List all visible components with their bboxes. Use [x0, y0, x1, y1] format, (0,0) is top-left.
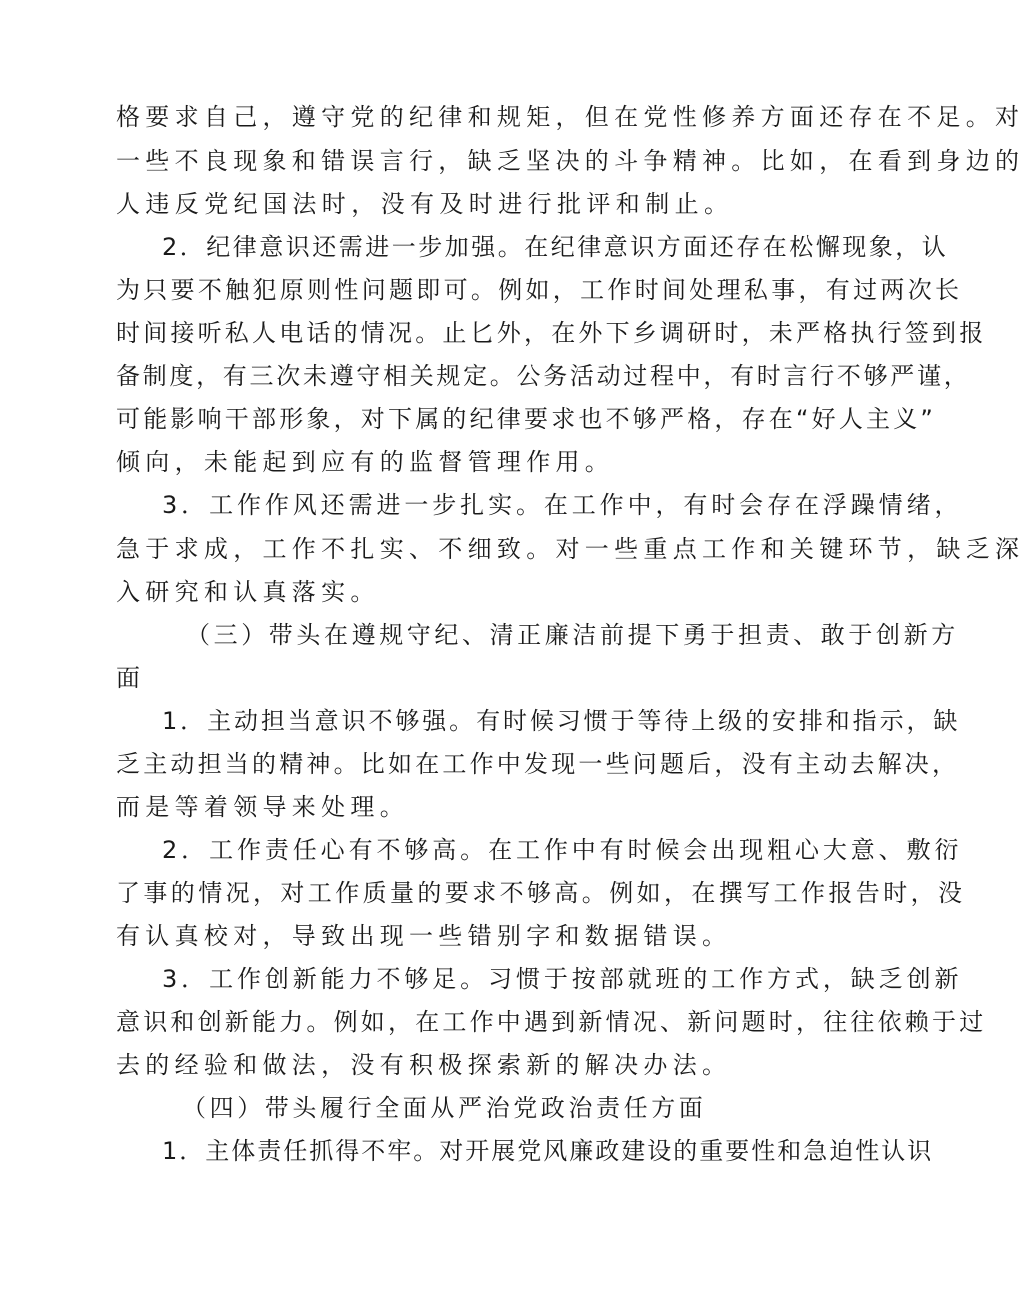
paragraph-line: 备制度，有三次未遵守相关规定。公务活动过程中，有时言行不够严谨， [116, 362, 971, 390]
paragraph-line: 了事的情况，对工作质量的要求不够高。例如，在撰写工作报告时，没 [116, 879, 966, 907]
paragraph-line: 有认真校对，导致出现一些错别字和数据错误。 [116, 922, 732, 950]
paragraph-line: 可能影响干部形象，对下属的纪律要求也不够严格，存在“好人主义” [116, 405, 937, 433]
paragraph-line: 格要求自己，遵守党的纪律和规矩，但在党性修养方面还存在不足。对 [116, 103, 1024, 131]
section-heading-line: （三）带头在遵规守纪、清正廉洁前提下勇于担责、敢于创新方 [186, 621, 959, 649]
list-item-line: 3．工作创新能力不够足。习惯于按部就班的工作方式，缺乏创新 [162, 965, 963, 993]
paragraph-line: 去的经验和做法，没有积极探索新的解决办法。 [116, 1051, 732, 1079]
paragraph-line: 急于求成，工作不扎实、不细致。对一些重点工作和关键环节，缺乏深 [116, 535, 1024, 563]
list-item-line: 1．主体责任抓得不牢。对开展党风廉政建设的重要性和急迫性认识 [162, 1137, 934, 1165]
paragraph-line: 一些不良现象和错误言行，缺乏坚决的斗争精神。比如，在看到身边的 [116, 147, 1024, 175]
paragraph-line: 时间接听私人电话的情况。止匕外，在外下乡调研时，未严格执行签到报 [116, 319, 987, 347]
paragraph-line: 乏主动担当的精神。比如在工作中发现一些问题后，没有主动去解决， [116, 750, 960, 778]
list-item-line: 2．纪律意识还需进一步加强。在纪律意识方面还存在松懈现象，认 [162, 233, 949, 261]
list-item-line: 1．主动担当意识不够强。有时候习惯于等待上级的安排和指示，缺 [162, 707, 961, 735]
paragraph-line: 意识和创新能力。例如，在工作中遇到新情况、新问题时，往往依赖于过 [116, 1008, 987, 1036]
paragraph-line: 而是等着领导来处理。 [116, 793, 409, 821]
paragraph-line: 人违反党纪国法时，没有及时进行批评和制止。 [116, 190, 734, 218]
paragraph-line: 入研究和认真落实。 [116, 578, 380, 606]
list-item-line: 3．工作作风还需进一步扎实。在工作中，有时会存在浮躁情绪， [162, 491, 963, 519]
section-heading-line: 面 [116, 664, 146, 692]
list-item-line: 2．工作责任心有不够高。在工作中有时候会出现粗心大意、敷衍 [162, 836, 963, 864]
paragraph-line: 为只要不触犯原则性问题即可。例如，工作时间处理私事，有过两次长 [116, 276, 963, 304]
section-heading-line: （四）带头履行全面从严治党政治责任方面 [182, 1094, 707, 1122]
paragraph-line: 倾向，未能起到应有的监督管理作用。 [116, 448, 615, 476]
